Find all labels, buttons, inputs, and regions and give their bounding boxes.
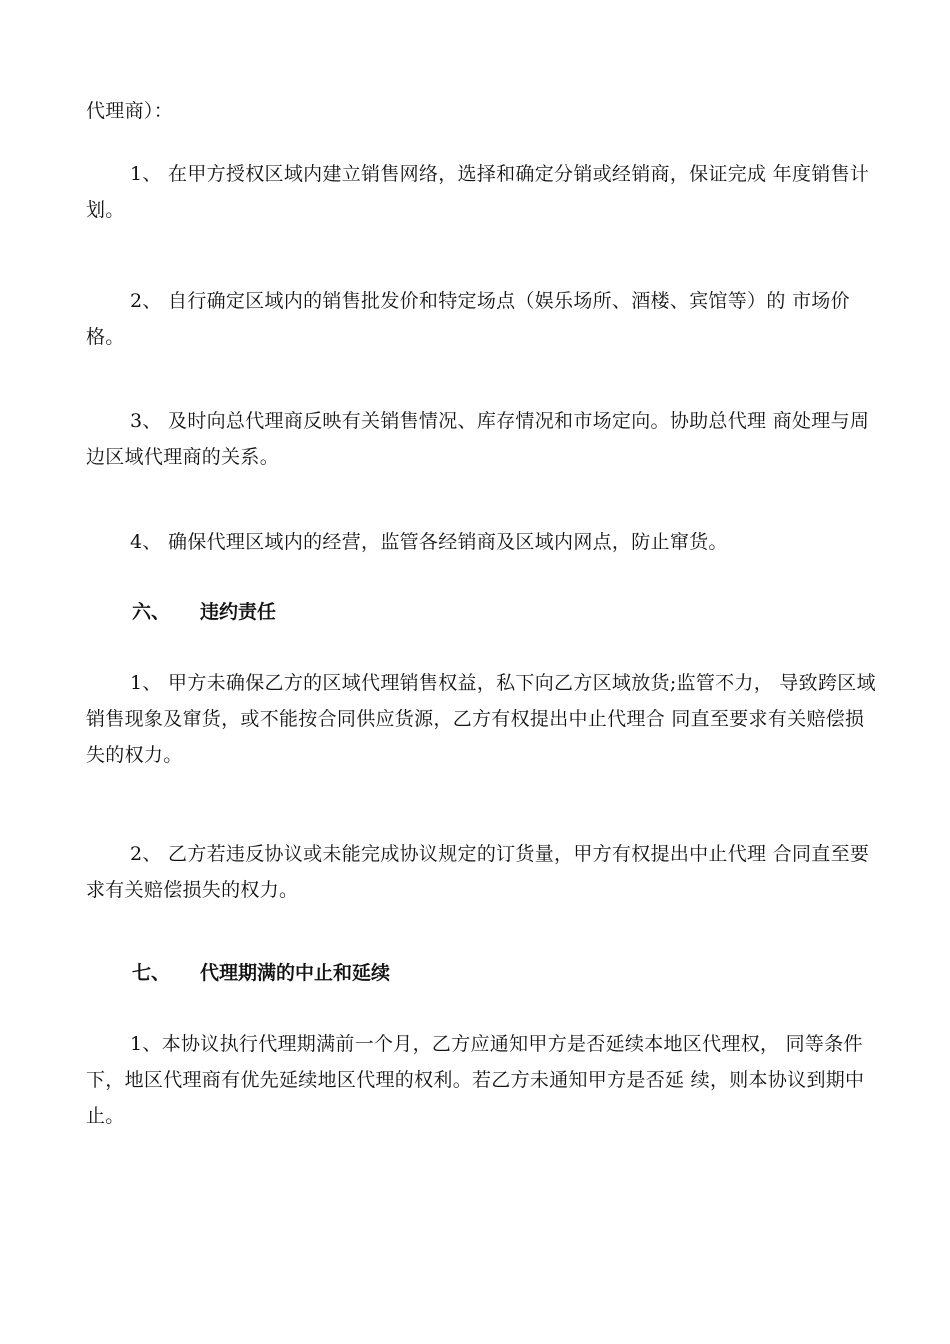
section5-item-4: 4、 确保代理区域内的经营，监管各经销商及区域内网点，防止窜货。 [130, 531, 728, 553]
section5-item-3: 3、 及时向总代理商反映有关销售情况、库存情况和市场定向。协助总代理 商处理与周边区域代理商的关系。 [86, 410, 870, 468]
section7-title: 代理期满的中止和延续 [200, 962, 391, 984]
section7-number: 七、 [132, 962, 171, 984]
section5-item-2: 2、 自行确定区域内的销售批发价和特定场点（娱乐场所、酒楼、宾馆等）的 市场价格。 [86, 290, 850, 348]
section6-title: 违约责任 [200, 601, 277, 623]
section6-item-1: 1、 甲方未确保乙方的区域代理销售权益，私下向乙方区域放货;监管不力， 导致跨区域销售现象及窜货，或不能按合同供应货源，乙方有权提出中止代理合 同直至要求有关赔偿损失的权力。 [86, 672, 876, 766]
lead-line: 代理商）： [86, 100, 174, 122]
section6-item-2: 2、 乙方若违反协议或未能完成协议规定的订货量，甲方有权提出中止代理 合同直至要求有关赔偿损失的权力。 [86, 843, 870, 901]
section7-item-1: 1、本协议执行代理期满前一个月，乙方应通知甲方是否延续本地区代理权， 同等条件下，地区代理商有优先延续地区代理的权利。若乙方未通知甲方是否延 续，则本协议到期中止。 [86, 1033, 865, 1127]
section5-item-1: 1、 在甲方授权区域内建立销售网络，选择和确定分销或经销商，保证完成 年度销售计划。 [86, 163, 870, 221]
section6-number: 六、 [132, 601, 171, 623]
section6-heading [132, 594, 276, 630]
section7-heading [132, 955, 390, 991]
